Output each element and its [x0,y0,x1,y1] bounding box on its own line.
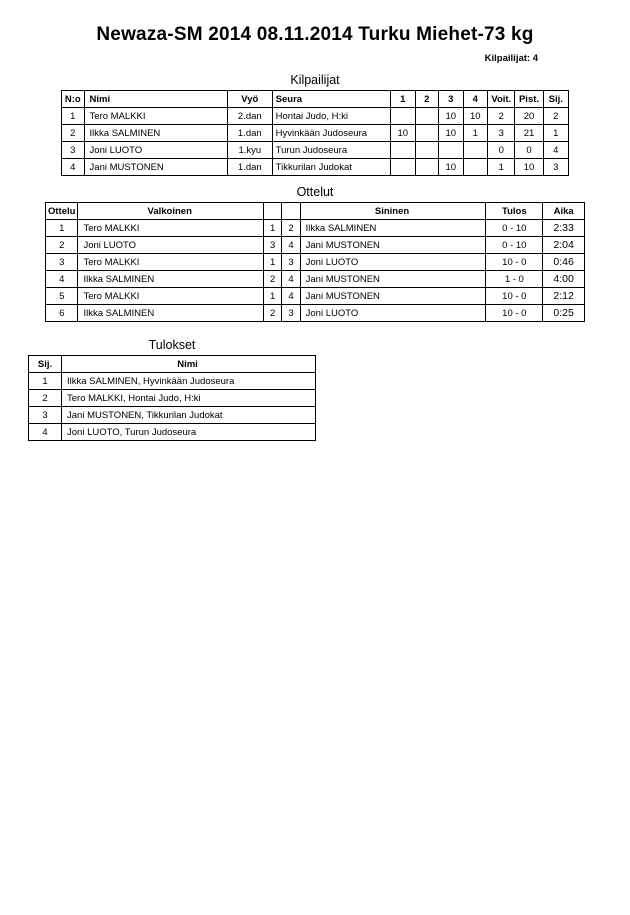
cell-number: 2 [62,125,85,142]
col-header-wins: Voit. [488,91,515,108]
cell-blue-number: 2 [282,220,300,237]
col-header-round-3: 3 [438,91,463,108]
cell-blue: Joni LUOTO [300,254,486,271]
col-header-blue: Sininen [300,203,486,220]
cell-points: 21 [515,125,543,142]
table-row [62,108,569,125]
entrants-count: Kilpailijat: 4 [484,53,538,64]
cell-blue-number: 4 [282,237,300,254]
cell-wins: 1 [488,159,515,176]
cell-match-number: 6 [46,305,78,322]
cell-name: Tero MALKKI [84,108,227,125]
cell-club: Tikkurilan Judokat [272,159,390,176]
cell-blue-number: 3 [282,254,300,271]
cell-time: 0:46 [543,254,585,271]
cell-name: Joni LUOTO, Turun Judoseura [62,424,316,441]
table-row [29,390,316,407]
col-header-time: Aika [543,203,585,220]
cell-white-number: 1 [263,254,281,271]
cell-blue: Joni LUOTO [300,305,486,322]
cell-match-number: 4 [46,271,78,288]
cell-points: 10 [515,159,543,176]
cell-white: Tero MALKKI [78,254,264,271]
col-header-name: Nimi [62,356,316,373]
col-header-rank: Sij. [543,91,568,108]
col-header-blue-number [282,203,300,220]
cell-white: Ilkka SALMINEN [78,271,264,288]
cell-match-number: 3 [46,254,78,271]
col-header-rank: Sij. [29,356,62,373]
table-row [29,407,316,424]
cell-wins: 2 [488,108,515,125]
cell-rank: 3 [543,159,568,176]
cell-rank: 4 [543,142,568,159]
competitors-table [61,90,569,176]
col-header-round-4: 4 [463,91,488,108]
cell-name: Tero MALKKI, Hontai Judo, H:ki [62,390,316,407]
cell-round-4 [463,142,488,159]
page-title: Newaza-SM 2014 08.11.2014 Turku Miehet-73 kg [96,24,534,45]
col-header-club: Seura [272,91,390,108]
cell-result: 1 - 0 [486,271,543,288]
cell-white: Tero MALKKI [78,288,264,305]
col-header-white: Valkoinen [78,203,264,220]
cell-rank: 2 [543,108,568,125]
cell-club: Hontai Judo, H:ki [272,108,390,125]
cell-round-2 [415,125,438,142]
cell-match-number: 5 [46,288,78,305]
cell-round-3: 10 [438,125,463,142]
cell-match-number: 2 [46,237,78,254]
cell-rank: 1 [29,373,62,390]
cell-white-number: 1 [263,288,281,305]
cell-white: Ilkka SALMINEN [78,305,264,322]
cell-round-3: 10 [438,108,463,125]
cell-wins: 0 [488,142,515,159]
cell-round-4: 10 [463,108,488,125]
table-row [46,305,585,322]
cell-name: Ilkka SALMINEN, Hyvinkään Judoseura [62,373,316,390]
table-row [62,159,569,176]
table-row [46,237,585,254]
cell-rank: 4 [29,424,62,441]
cell-white-number: 1 [263,220,281,237]
cell-blue-number: 4 [282,271,300,288]
col-header-match-number: Ottelu [46,203,78,220]
cell-round-2 [415,159,438,176]
cell-result: 10 - 0 [486,305,543,322]
cell-number: 4 [62,159,85,176]
table-row [62,142,569,159]
cell-round-1 [390,108,415,125]
cell-blue-number: 4 [282,288,300,305]
cell-belt: 2.dan [227,108,272,125]
cell-name: Joni LUOTO [84,142,227,159]
cell-blue-number: 3 [282,305,300,322]
cell-wins: 3 [488,125,515,142]
cell-result: 0 - 10 [486,237,543,254]
cell-blue: Jani MUSTONEN [300,288,486,305]
cell-match-number: 1 [46,220,78,237]
cell-club: Hyvinkään Judoseura [272,125,390,142]
matches-section-title: Ottelut [296,185,334,199]
matches-table-wrap [0,202,630,322]
cell-white: Joni LUOTO [78,237,264,254]
cell-name: Ilkka SALMINEN [84,125,227,142]
col-header-name: Nimi [84,91,227,108]
table-row [46,220,585,237]
cell-number: 1 [62,108,85,125]
cell-time: 0:25 [543,305,585,322]
cell-round-4 [463,159,488,176]
cell-round-3 [438,142,463,159]
cell-round-1 [390,159,415,176]
cell-belt: 1.dan [227,159,272,176]
cell-round-1 [390,142,415,159]
cell-time: 2:33 [543,220,585,237]
cell-white-number: 2 [263,305,281,322]
cell-time: 4:00 [543,271,585,288]
competitors-section-title: Kilpailijat [290,73,340,87]
cell-club: Turun Judoseura [272,142,390,159]
col-header-belt: Vyö [227,91,272,108]
cell-name: Jani MUSTONEN [84,159,227,176]
results-block [28,338,316,441]
cell-rank: 1 [543,125,568,142]
cell-time: 2:12 [543,288,585,305]
cell-round-2 [415,108,438,125]
col-header-points: Pist. [515,91,543,108]
cell-name: Jani MUSTONEN, Tikkurilan Judokat [62,407,316,424]
cell-result: 10 - 0 [486,288,543,305]
col-header-result: Tulos [486,203,543,220]
table-row [62,125,569,142]
col-header-number: N:o [62,91,85,108]
cell-belt: 1.dan [227,125,272,142]
matches-table [45,202,585,322]
cell-number: 3 [62,142,85,159]
cell-round-3: 10 [438,159,463,176]
cell-belt: 1.kyu [227,142,272,159]
competitors-table-wrap [0,90,630,176]
cell-round-1: 10 [390,125,415,142]
cell-white: Tero MALKKI [78,220,264,237]
col-header-round-2: 2 [415,91,438,108]
table-header-row [29,356,316,373]
cell-points: 0 [515,142,543,159]
table-header-row [46,203,585,220]
results-section-title: Tulokset [148,338,196,352]
cell-points: 20 [515,108,543,125]
table-row [29,373,316,390]
document-page [0,24,630,915]
cell-round-2 [415,142,438,159]
cell-rank: 2 [29,390,62,407]
cell-white-number: 3 [263,237,281,254]
col-header-round-1: 1 [390,91,415,108]
cell-result: 10 - 0 [486,254,543,271]
table-row [46,271,585,288]
cell-white-number: 2 [263,271,281,288]
cell-round-4: 1 [463,125,488,142]
table-row [46,254,585,271]
results-table [28,355,316,441]
col-header-white-number [263,203,281,220]
table-row [29,424,316,441]
cell-blue: Jani MUSTONEN [300,271,486,288]
table-row [46,288,585,305]
cell-rank: 3 [29,407,62,424]
cell-result: 0 - 10 [486,220,543,237]
cell-blue: Ilkka SALMINEN [300,220,486,237]
cell-time: 2:04 [543,237,585,254]
table-header-row [62,91,569,108]
cell-blue: Jani MUSTONEN [300,237,486,254]
